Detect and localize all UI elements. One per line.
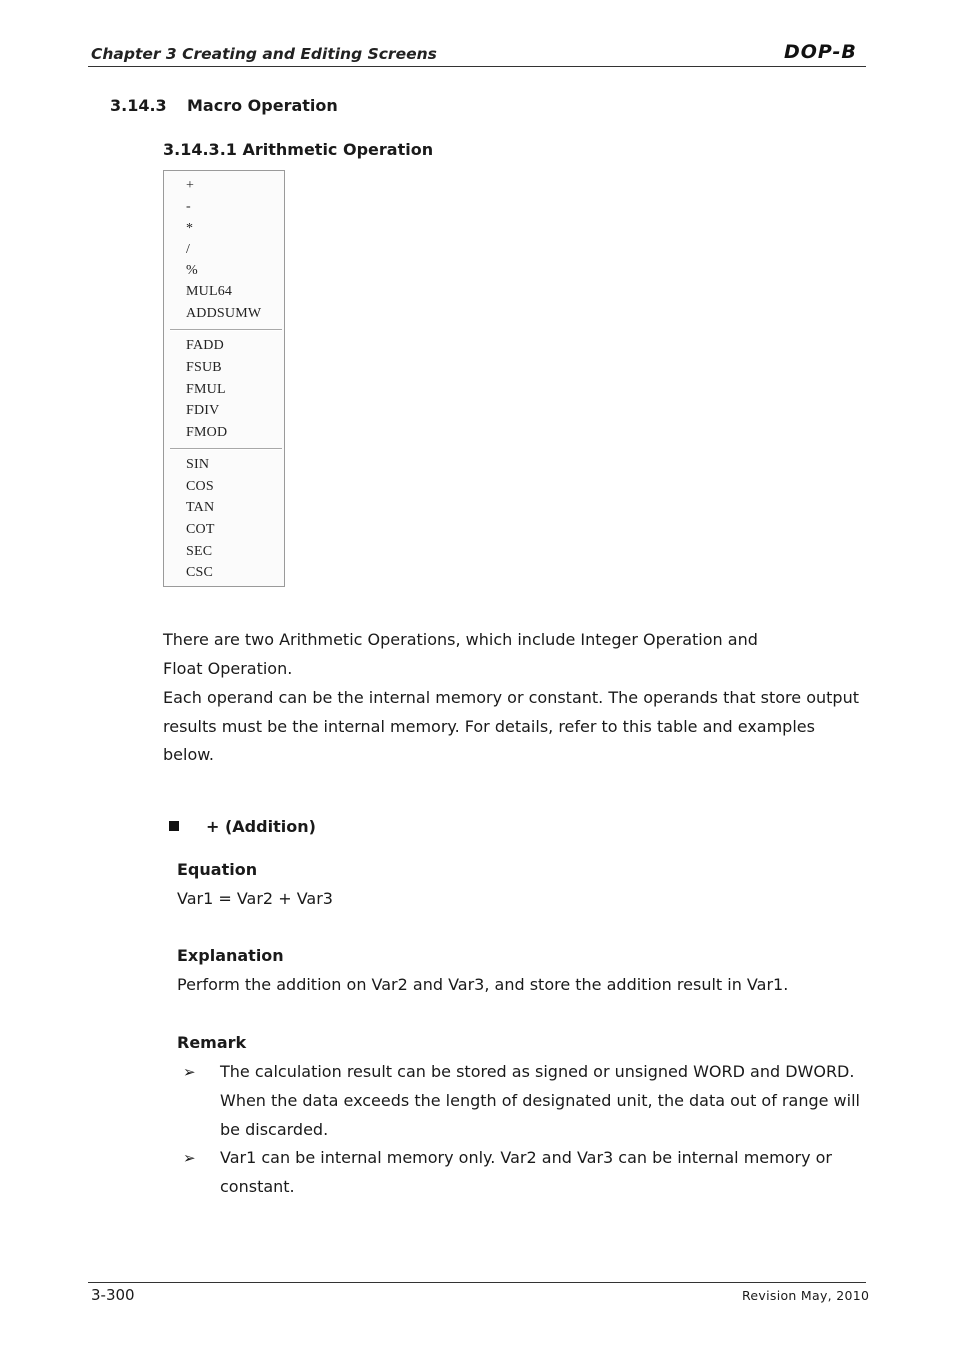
menu-item-sec[interactable]: SEC <box>186 544 213 559</box>
menu-item-cos[interactable]: COS <box>186 479 214 494</box>
remark-item: The calculation result can be stored as signed or unsigned WORD and DWORD. When the data exceeds the length of designated unit, the data out of range will be discarded. <box>220 1062 860 1139</box>
equation-label: Equation <box>177 860 258 879</box>
square-bullet-icon <box>169 821 179 831</box>
arrow-bullet-icon: ➢ <box>183 1063 196 1081</box>
menu-item-subtract[interactable]: - <box>186 199 191 214</box>
revision-date: Revision May, 2010 <box>742 1288 870 1303</box>
menu-item-fmul[interactable]: FMUL <box>186 382 226 397</box>
arrow-bullet-icon: ➢ <box>183 1149 196 1167</box>
menu-item-fsub[interactable]: FSUB <box>186 360 222 375</box>
menu-item-fmod[interactable]: FMOD <box>186 425 228 440</box>
menu-item-multiply[interactable]: * <box>186 221 194 236</box>
header-rule <box>88 66 866 67</box>
chapter-title: Chapter 3 Creating and Editing Screens <box>91 45 437 63</box>
subsection-title: 3.14.3.1 Arithmetic Operation <box>163 140 434 159</box>
menu-item-sin[interactable]: SIN <box>186 457 210 472</box>
menu-item-modulo[interactable]: % <box>186 263 198 278</box>
brand-logo: DOP-B <box>784 41 857 63</box>
menu-item-csc[interactable]: CSC <box>186 565 214 580</box>
menu-item-cot[interactable]: COT <box>186 522 215 537</box>
remark-label: Remark <box>177 1033 247 1052</box>
menu-separator <box>170 448 282 450</box>
menu-item-divide[interactable]: / <box>186 242 191 257</box>
addition-heading: + (Addition) <box>206 817 316 836</box>
equation-text: Var1 = Var2 + Var3 <box>177 889 333 908</box>
menu-item-add[interactable]: + <box>186 178 195 193</box>
explanation-text: Perform the addition on Var2 and Var3, and store the addition result in Var1. <box>177 975 789 994</box>
intro-line: Float Operation. <box>163 659 293 678</box>
page-number: 3-300 <box>91 1286 135 1304</box>
section-number: 3.14.3 <box>110 96 167 115</box>
menu-separator <box>170 329 282 331</box>
intro-line: below. <box>163 745 214 764</box>
menu-item-tan[interactable]: TAN <box>186 500 215 515</box>
menu-item-fdiv[interactable]: FDIV <box>186 403 220 418</box>
intro-line: Each operand can be the internal memory or constant. The operands that store output <box>163 688 859 707</box>
intro-line: There are two Arithmetic Operations, which include Integer Operation and <box>163 630 758 649</box>
menu-item-fadd[interactable]: FADD <box>186 338 224 353</box>
explanation-label: Explanation <box>177 946 284 965</box>
footer-rule <box>88 1282 866 1283</box>
arithmetic-operation-menu <box>163 170 285 587</box>
menu-item-mul64[interactable]: MUL64 <box>186 284 233 299</box>
menu-item-addsumw[interactable]: ADDSUMW <box>186 306 262 321</box>
remark-item: Var1 can be internal memory only. Var2 and Var3 can be internal memory or constant. <box>220 1148 832 1196</box>
section-title: Macro Operation <box>187 96 338 115</box>
intro-line: results must be the internal memory. For details, refer to this table and examples <box>163 717 815 736</box>
